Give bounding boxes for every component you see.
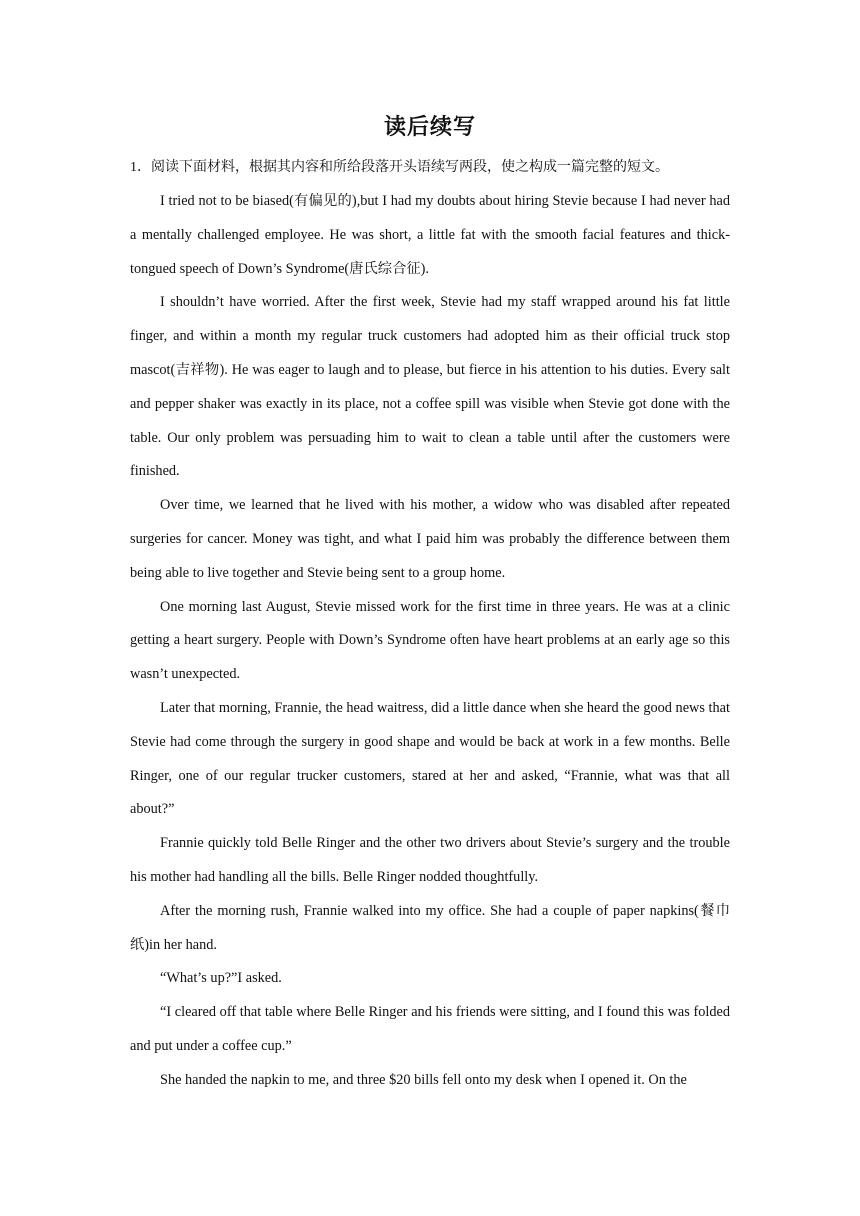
paragraph-3: Over time, we learned that he lived with his mother, a widow who was disabled after repeated surgeries for cancer. Money was tight, and what I paid him was probably the difference between them being able to live together and Stevie being sent to a group home. [130, 497, 730, 581]
paragraph-2: I shouldn’t have worried. After the first week, Stevie had my staff wrapped around his fat little finger, and within a month my regular truck customers had adopted him as their official truck stop mascot(吉祥物). He was eager to laugh and to please, but fierce in his attention to his duties. Every salt and pepper shaker was exactly in its place, not a coffee spill was visible when Stevie got done with the table. Our only problem was persuading him to wait to clean a table until after the customers were finished. [130, 294, 730, 480]
paragraph-10: She handed the napkin to me, and three $20 bills fell onto my desk when I opened it. On the [160, 1071, 687, 1088]
paragraph-6: Frannie quickly told Belle Ringer and the other two drivers about Stevie’s surgery and the trouble his mother had handling all the bills. Belle Ringer nodded thoughtfully. [130, 835, 730, 885]
paragraph-7: After the morning rush, Frannie walked into my office. She had a couple of paper napkins(餐巾纸)in her hand. [130, 902, 730, 953]
paragraph-5: Later that morning, Frannie, the head waitress, did a little dance when she heard the good news that Stevie had come through the surgery in good shape and would be back at work in a few months. Belle Ringer, one of our regular trucker customers, stared at her and asked, “Frannie, what was that all about?” [130, 699, 730, 818]
paragraph-1: I tried not to be biased(有偏见的),but I had my doubts about hiring Stevie because I had never had a mentally challenged employee. He was short, a little fat with the smooth facial features and thick-tongued speech of Down’s Syndrome(唐氏综合征). [130, 193, 730, 277]
paragraph-9: “I cleared off that table where Belle Ringer and his friends were sitting, and I found this was folded and put under a coffee cup.” [130, 1004, 730, 1054]
page-title: 读后续写 [383, 114, 476, 140]
paragraph-8: “What’s up?”I asked. [160, 970, 282, 987]
document-page [130, 110, 730, 1098]
task-instruction: 1．阅读下面材料，根据其内容和所给段落开头语续写两段，使之构成一篇完整的短文。 [130, 160, 669, 175]
paragraph-4: One morning last August, Stevie missed work for the first time in three years. He was at a clinic getting a heart surgery. People with Down’s Syndrome often have heart problems at an early age so this wasn’t unexpected. [130, 598, 730, 683]
